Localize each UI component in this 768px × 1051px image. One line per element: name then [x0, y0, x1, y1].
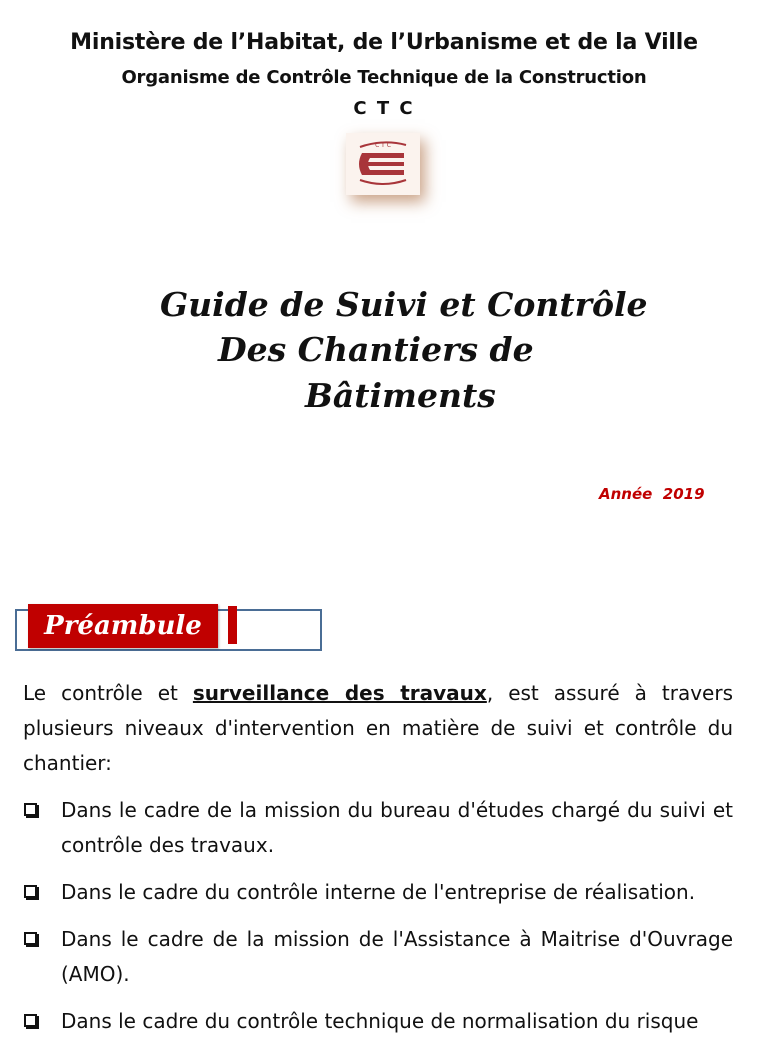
- list-item-text: Dans le cadre de la mission de l'Assistance à Maitrise d'Ouvrage (AMO).: [61, 927, 733, 986]
- ctc-logo-icon: [346, 133, 420, 195]
- checkbox-icon: [24, 803, 37, 816]
- intro-paragraph: [23, 676, 733, 781]
- section-heading-accent-bar: [228, 606, 237, 644]
- list-item: [23, 793, 733, 863]
- title-line-2: Des Chantiers de: [218, 330, 534, 369]
- organism-acronym: C T C: [353, 98, 415, 119]
- checkbox-icon: [24, 1014, 37, 1027]
- ctc-logo: [346, 133, 420, 195]
- list-item-text: Dans le cadre du contrôle interne de l'entreprise de réalisation.: [61, 880, 696, 904]
- list-item-text: Dans le cadre du contrôle technique de normalisation du risque: [61, 1009, 699, 1033]
- checkbox-icon: [24, 885, 37, 898]
- title-line-1: Guide de Suivi et Contrôle: [160, 285, 648, 324]
- list-item-text: Dans le cadre de la mission du bureau d'études chargé du suivi et contrôle des travaux.: [61, 798, 733, 857]
- year-label: Année 2019: [599, 485, 705, 503]
- list-item: [23, 1004, 733, 1039]
- list-item: [23, 922, 733, 992]
- intro-text-end: , est assuré à travers plusieurs niveaux d'intervention en matière de suivi et contrôle du chantier:: [23, 681, 733, 775]
- title-line-3: Bâtiments: [305, 376, 496, 415]
- checkbox-icon: [24, 932, 37, 945]
- list-item: [23, 875, 733, 910]
- organism-heading: Organisme de Contrôle Technique de la Construction: [121, 67, 647, 88]
- svg-text:C T C: C T C: [375, 142, 391, 149]
- section-heading: Préambule: [28, 604, 218, 648]
- bullet-list: [23, 793, 733, 1051]
- intro-text-start: Le contrôle et: [23, 681, 193, 705]
- intro-keyword: surveillance des travaux: [192, 681, 487, 705]
- ministry-heading: Ministère de l’Habitat, de l’Urbanisme et de la Ville: [70, 30, 698, 55]
